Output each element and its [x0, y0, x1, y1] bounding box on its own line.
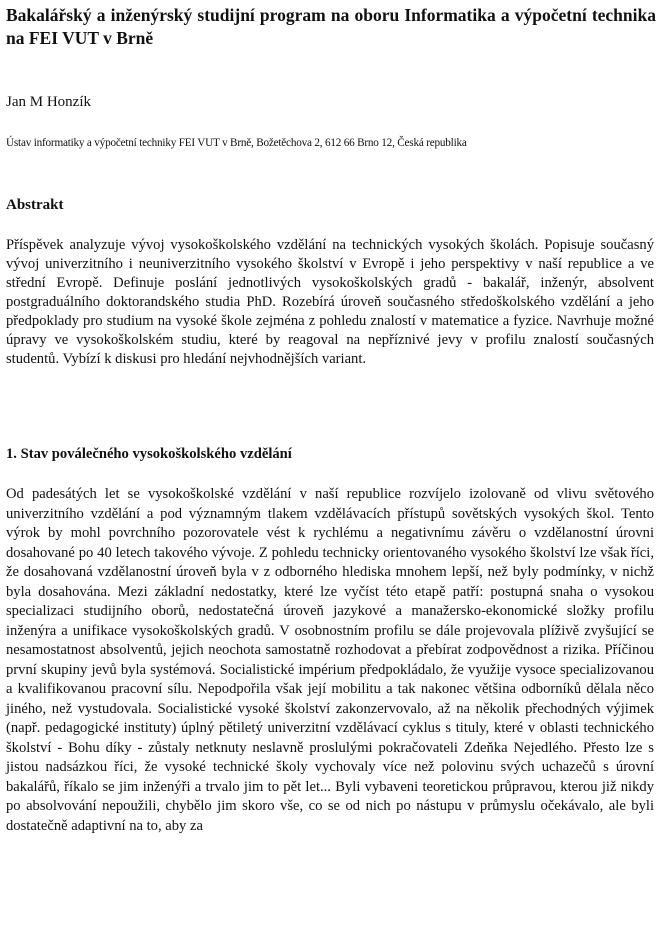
abstract-heading: Abstrakt — [6, 197, 64, 213]
section-1-body: Od padesátých let se vysokoškolské vzdělání v naší republice rozvíjelo izolovaně od vlivu světového univerzitního vzdělání a pod významným tlakem vzdělávacích přístupů sovětských vysokých škol. Tento výrok by mohl povrchního pozorovatele vést k rychlému a negativnímu závěru o vzdělanostní úrovni dosahované po 40 letech takového vývoje. Z pohledu technicky orientovaného vysokého školství lze však říci, že dosahovaná vzdělanostní úroveň byla v z odborného hlediska mnohem lepší, než byly podmínky, v nichž byla dosahována. Mezi základní nedostatky, které lze vyčíst této etapě patří: postupná snaha o vysokou specializaci studijního oborů, nedostatečná úroveň jazykové a manažersko-ekonomické složky profilu inženýra a unifikace vysokoškolských gradů. V osobnostním profilu se dále projevovala plíživě zvyšující se nesamostatnost absolventů, jejich neochota samostatně rozhodovat a přebírat zodpovědnost a rizika. Příčinou první skupiny jevů byla systémová. Socialistické impérium předpokládalo, že využije vysoce specializovanou a kvalifikovanou pracovní sílu. Nepodpořila však její mobilitu a tak nakonec většina odborníků dělala něco jiného, než vystudovala. Socialistické vysoké školství zakonzervovalo, až na několik přechodných výjimek (např. pedagogické instituty) úplný pětiletý univerzitní vzdělávací cyklus s tituly, které v oblasti technického školství - Bohu díky - zůstaly netknuty neslavně proslulými pokračovateli Zdeňka Nejedlého. Přesto lze s jistou nadsázkou říci, že vysoké technické školy vychovaly více než polovinu svých uchazečů s úrovní bakalářů, říkalo se jim inženýři a trvalo jim to pět let... Byli vybaveni teoretickou průpravou, kterou již nikdy po absolvování nepoužili, chybělo jim skoro vše, co se od nich po nástupu v průmyslu očekávalo, ale byli dostatečně adaptivní na to, aby za — [6, 486, 654, 834]
paper-title: Bakalářský a inženýrský studijní program na oboru Informatika a výpočetní technika na FEI VUT v Brně — [6, 5, 656, 48]
author-name: Jan M Honzík — [6, 94, 91, 110]
abstract-body: Příspěvek analyzuje vývoj vysokoškolského vzdělání na technických vysokých školách. Popisuje současný vývoj univerzitního i neuniverzitního vysokého školství v Evropě i jeho perspektivy v naší republice a ve střední Evropě. Definuje poslání jednotlivých vysokoškolských gradů - bakalář, inženýr, absolvent postgraduálního doktorandského studia PhD. Rozebírá úroveň současného středoškolského vzdělání a jeho předpoklady pro studium na vysoké škole zejména z pohledu znalostí v matematice a fyzice. Navrhuje možné úpravy ve vysokoškolském studiu, které by reagoval na nepříznivé jevy v profilu znalostí současných studentů. Vybízí k diskusi pro hledání nejvhodnějších variant. — [6, 237, 654, 367]
section-1-heading: 1. Stav poválečného vysokoškolského vzdělání — [6, 446, 292, 462]
author-affiliation: Ústav informatiky a výpočetní techniky FEI VUT v Brně, Božetěchova 2, 612 66 Brno 12, Česká republika — [6, 137, 467, 149]
